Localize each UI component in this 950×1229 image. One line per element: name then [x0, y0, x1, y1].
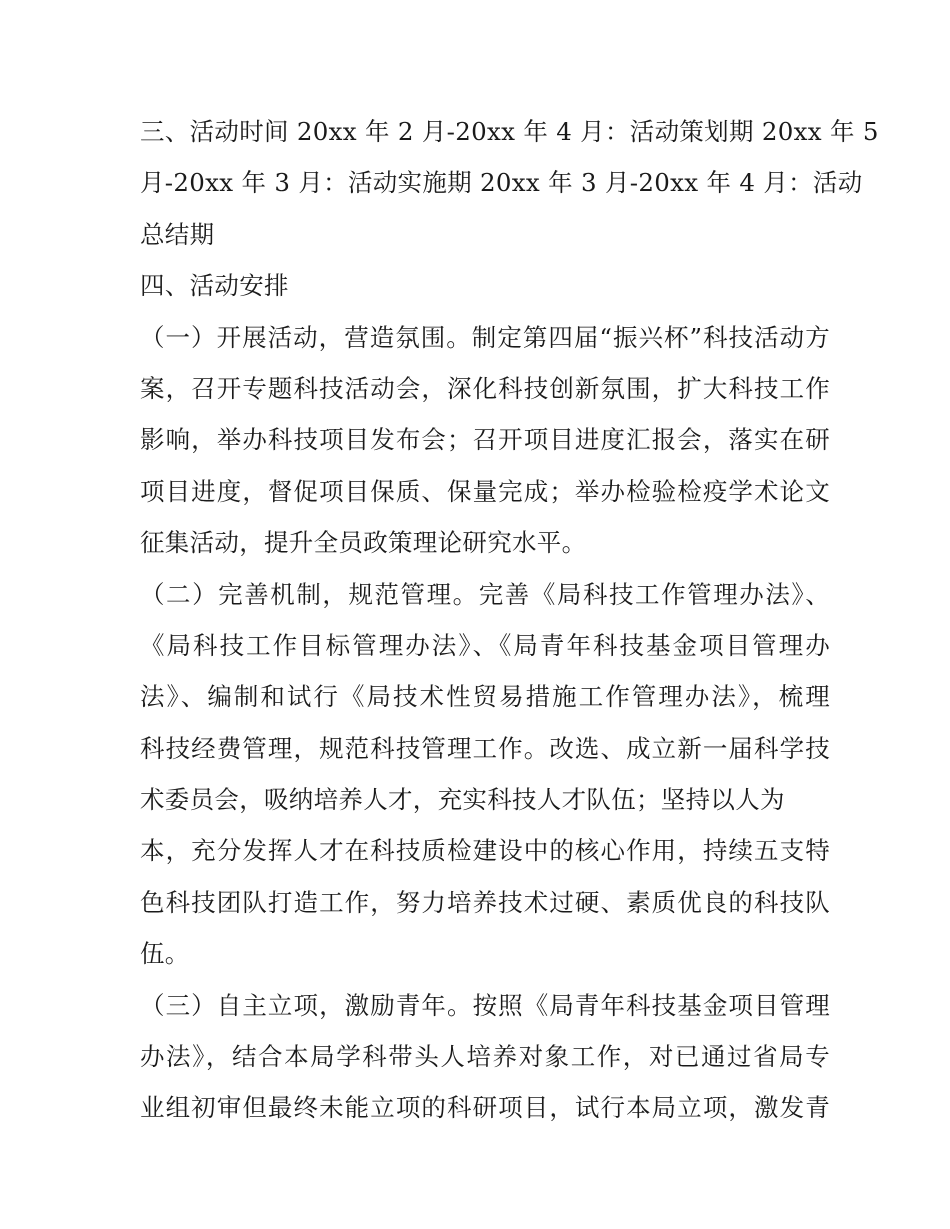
- text-line: 项目进度，督促项目保质、保量完成；举办检验检疫学术论文: [140, 476, 830, 506]
- text-line: （二）完善机制，规范管理。完善《局科技工作管理办法》、: [140, 579, 830, 609]
- text-line: 案，召开专题科技活动会，深化科技创新氛围，扩大科技工作: [140, 373, 830, 403]
- text-line: 术委员会，吸纳培养人才，充实科技人才队伍；坚持以人为: [140, 785, 785, 815]
- text-line: （一）开展活动，营造氛围。制定第四届“振兴杯”科技活动方: [140, 322, 830, 352]
- text-line: 业组初审但最终未能立项的科研项目，试行本局立项，激发青: [140, 1093, 830, 1123]
- section-heading: 四、活动安排: [140, 271, 289, 301]
- text-line: 科技经费管理，规范科技管理工作。改选、成立新一届科学技: [140, 733, 830, 763]
- text-line: 法》、编制和试行《局技术性贸易措施工作管理办法》，梳理: [140, 682, 830, 712]
- text-line: （三）自主立项，激励青年。按照《局青年科技基金项目管理: [140, 990, 830, 1020]
- text-line: 三、活动时间 20xx 年 2 月-20xx 年 4 月：活动策划期 20xx 年 5: [140, 117, 879, 146]
- text-line: 办法》，结合本局学科带头人培养对象工作，对已通过省局专: [140, 1042, 830, 1072]
- document-body: [140, 106, 879, 1134]
- text-line: 影响，举办科技项目发布会；召开项目进度汇报会，落实在研: [140, 425, 830, 455]
- text-line: 色科技团队打造工作，努力培养技术过硬、素质优良的科技队: [140, 887, 830, 917]
- text-line: 伍。: [140, 939, 190, 969]
- text-line: 本，充分发挥人才在科技质检建设中的核心作用，持续五支特: [140, 836, 830, 866]
- text-line: 《局科技工作目标管理办法》、《局青年科技基金项目管理办: [140, 630, 830, 660]
- text-line: 征集活动，提升全员政策理论研究水平。: [140, 528, 587, 558]
- text-line: 月-20xx 年 3 月：活动实施期 20xx 年 3 月-20xx 年 4 月：活动: [140, 168, 863, 198]
- text-line: 总结期: [140, 219, 215, 249]
